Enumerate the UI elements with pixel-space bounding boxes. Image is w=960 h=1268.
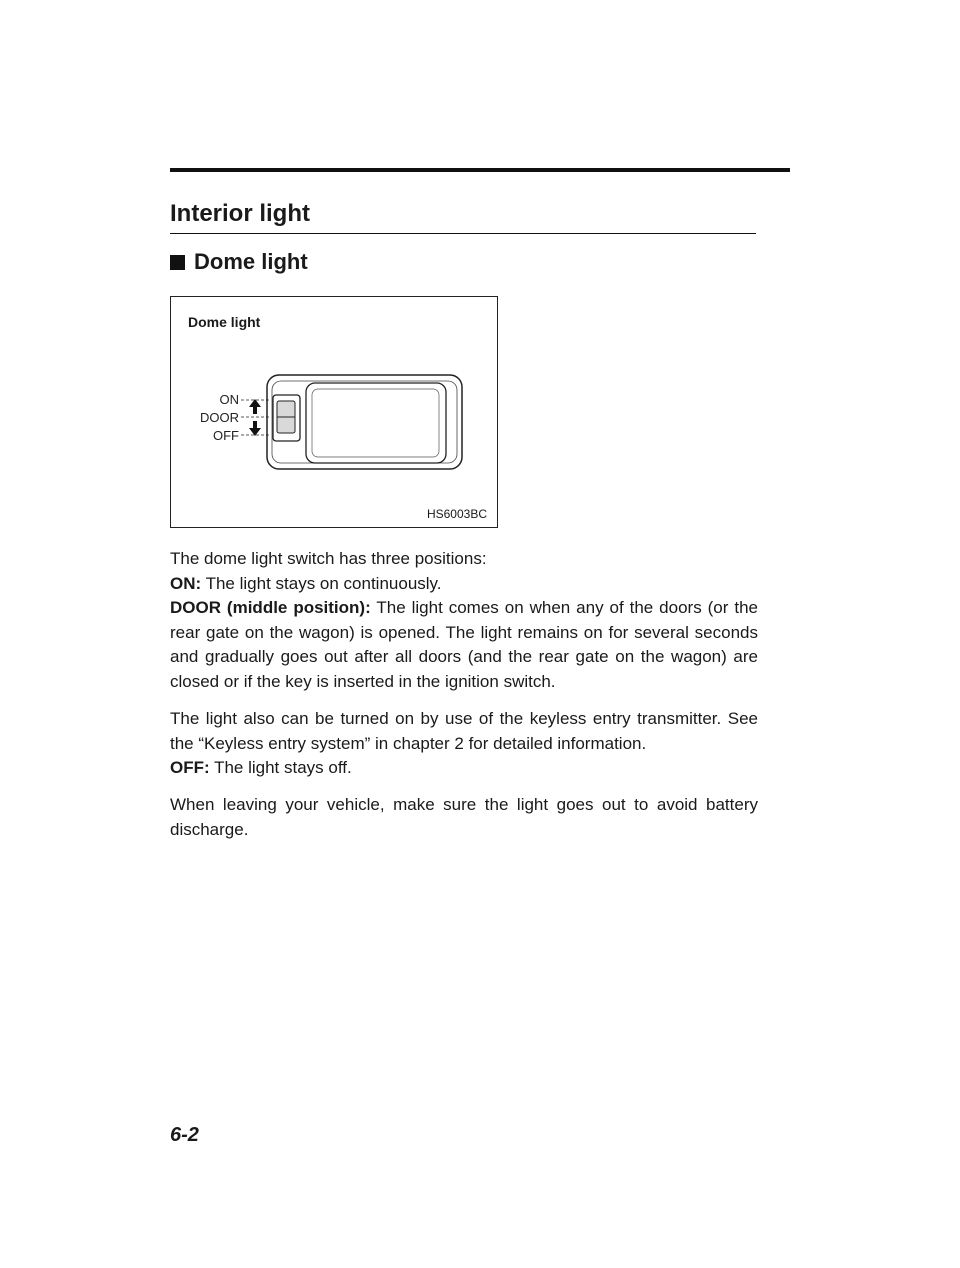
lamp-lens-inner	[312, 389, 439, 457]
arrow-up-icon	[249, 399, 261, 414]
section-title: Interior light	[170, 200, 310, 227]
off-text: The light stays off.	[209, 758, 352, 777]
off-label: OFF:	[170, 758, 210, 777]
subsection-title: Dome light	[194, 249, 308, 274]
label-door: DOOR	[200, 410, 239, 425]
label-on: ON	[219, 392, 239, 407]
figure-caption: Dome light	[188, 314, 261, 330]
on-text: The light stays on continuously.	[201, 573, 442, 593]
page-number: 6-2	[170, 1124, 199, 1146]
intro-text: The dome light switch has three positions:	[170, 549, 487, 568]
door-label: DOOR (middle position):	[170, 598, 371, 617]
keyless-text: The light also can be turned on by use of the keyless entry transmitter. See the “Keyless entry system” in chapter 2 for detailed information.	[170, 709, 758, 753]
label-off: OFF	[213, 428, 239, 443]
arrow-down-icon	[249, 421, 261, 436]
leaving-paragraph: When leaving your vehicle, make sure the light goes out to avoid battery discharge.	[170, 795, 758, 839]
lamp-lens	[306, 383, 446, 463]
intro-paragraph	[170, 547, 758, 694]
dome-light-figure	[170, 296, 498, 528]
top-rule	[170, 168, 790, 172]
dome-light-illustration	[171, 297, 497, 527]
door-text: The light comes on when any of the doors (or the rear gate on the wagon) is opened. The light remains on for several seconds and gradually goes out after all doors (and the rear gate on the wagon) are closed or if the key is inserted in the ignition switch.	[170, 598, 758, 691]
square-bullet-icon	[170, 255, 185, 270]
keyless-paragraph	[170, 707, 758, 781]
subsection-heading	[170, 249, 308, 275]
title-underline	[170, 233, 756, 234]
on-label: ON:	[170, 573, 202, 593]
figure-code: HS6003BC	[426, 507, 487, 521]
